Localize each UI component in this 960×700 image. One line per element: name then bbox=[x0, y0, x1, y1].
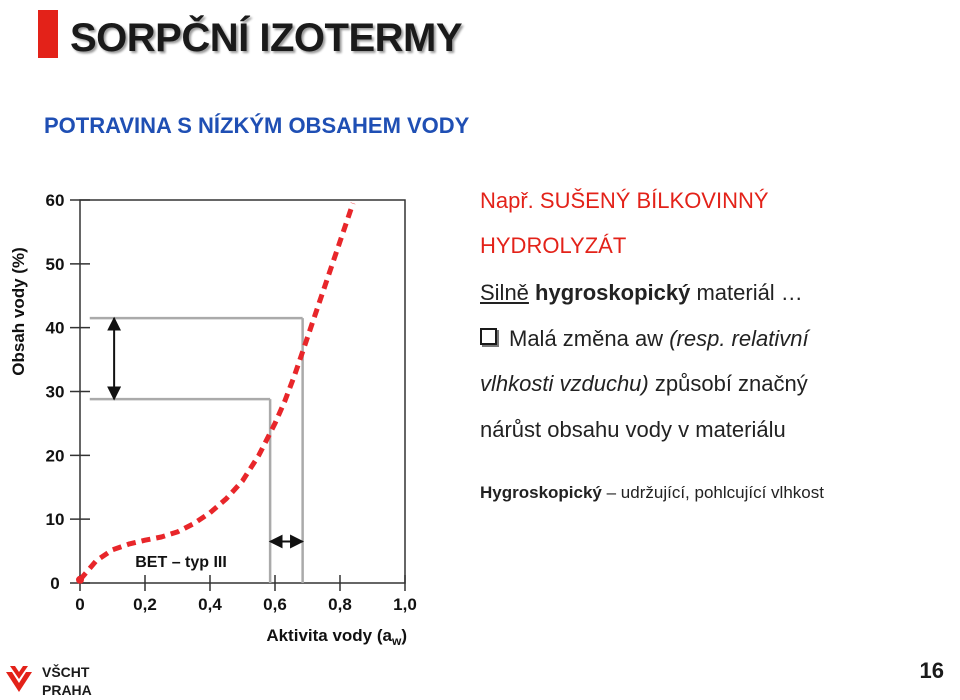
y-tick-label: 30 bbox=[45, 382, 65, 402]
hygroskopicky-word: hygroskopický bbox=[535, 280, 691, 305]
vscht-logo bbox=[4, 662, 124, 700]
bullet-continuation-1 bbox=[480, 371, 808, 397]
definition-text: – udržující, pohlcující vlhkost bbox=[606, 483, 824, 502]
cont1-normal: způsobí značný bbox=[654, 371, 808, 396]
title-accent-bar bbox=[38, 10, 58, 58]
y-axis-label: Obsah vody (%) bbox=[9, 247, 28, 376]
page-number: 16 bbox=[919, 658, 944, 683]
silne-word: Silně bbox=[480, 280, 529, 305]
bullet-continuation-2: nárůst obsahu vody v materiálu bbox=[480, 417, 786, 442]
y-tick-label: 50 bbox=[45, 254, 65, 274]
plot-frame bbox=[80, 200, 405, 583]
example-line-2: HYDROLYZÁT bbox=[480, 233, 627, 258]
material-word: materiál … bbox=[696, 280, 803, 305]
sorption-isotherm-chart bbox=[0, 180, 440, 650]
isotherm-curve bbox=[80, 203, 353, 580]
x-tick-label: 0,2 bbox=[133, 595, 157, 614]
vscht-logo-mark-icon bbox=[4, 664, 34, 694]
bullet-text-b: (resp. relativní bbox=[669, 326, 809, 351]
curve-start-point bbox=[76, 576, 84, 584]
curve-label: BET – typ III bbox=[135, 554, 227, 572]
x-tick-label: 0,8 bbox=[328, 595, 352, 614]
y-tick-label: 0 bbox=[50, 574, 60, 593]
cont1-italic: vlhkosti vzduchu) bbox=[480, 371, 649, 396]
definition-line bbox=[480, 483, 824, 503]
x-tick-label: 1,0 bbox=[393, 595, 417, 614]
definition-term: Hygroskopický bbox=[480, 483, 602, 502]
bullet-line bbox=[480, 326, 809, 352]
x-tick-label: 0 bbox=[75, 595, 85, 614]
y-tick-label: 60 bbox=[45, 191, 65, 210]
logo-line-1: VŠCHT bbox=[42, 664, 90, 680]
x-tick-label: 0,4 bbox=[198, 595, 222, 614]
y-tick-label: 20 bbox=[45, 446, 65, 466]
bullet-text-a: Malá změna aw bbox=[509, 326, 664, 351]
page-title: SORPČNÍ IZOTERMY bbox=[70, 16, 463, 60]
chart-svg bbox=[0, 180, 440, 650]
x-axis-label: Aktivita vody $(a_w)$ bbox=[266, 626, 407, 648]
x-tick-label: 0,6 bbox=[263, 595, 287, 614]
logo-line-2: PRAHA bbox=[42, 682, 92, 698]
checkbox-bullet-icon bbox=[480, 328, 497, 345]
silne-line bbox=[480, 280, 803, 306]
example-line-1: Např. SUŠENÝ BÍLKOVINNÝ bbox=[480, 188, 769, 213]
y-tick-label: 10 bbox=[45, 510, 65, 530]
page-subtitle: POTRAVINA S NÍZKÝM OBSAHEM VODY bbox=[44, 113, 470, 138]
y-tick-label: 40 bbox=[45, 318, 65, 338]
